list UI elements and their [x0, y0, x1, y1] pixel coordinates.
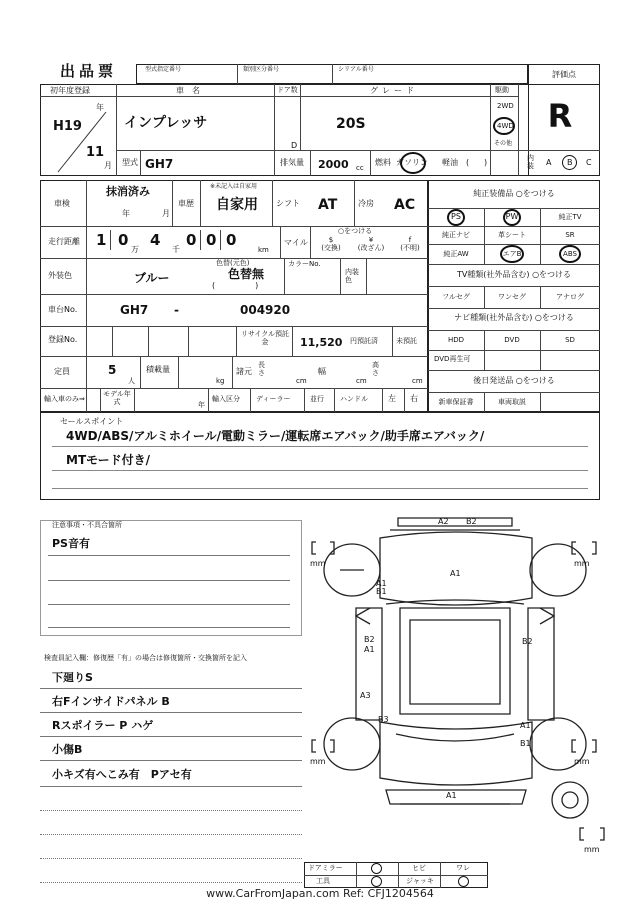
model-label: 型式 [122, 158, 138, 167]
first-reg-year: H19 [53, 119, 82, 134]
damage-mark: A1 [450, 569, 461, 578]
legend-check-icon [371, 876, 382, 887]
inspector-title: 検査員記入欄：修復歴「有」の場合は修復箇所・交換箇所を記入 [44, 654, 247, 662]
capacity-value: 5 [108, 363, 117, 377]
shift-label: シフト [276, 199, 300, 208]
grade-label: グレード [370, 86, 418, 95]
legend-check-icon [458, 876, 469, 887]
recycle-unpaid: 未預託 [396, 337, 417, 345]
damage-mark: A1 [446, 791, 457, 800]
damage-mark: B2 [364, 635, 375, 644]
notes-title: 注意事項・不具合箇所 [52, 521, 122, 529]
interior-color-label: 内装色 [345, 268, 359, 285]
later-title: 後日発送品 ○をつける [473, 376, 555, 385]
shift-value: AT [318, 197, 338, 213]
genuine-leather: 革シート [498, 231, 526, 239]
damage-mark: B2 [466, 517, 477, 526]
genuine-tv: 純正TV [558, 213, 582, 221]
mm-label: mm [310, 757, 326, 766]
mileage-opt-unknown: f (不明) [400, 236, 420, 252]
legend-check-icon [371, 863, 382, 874]
recycle-label: リサイクル預託金 [240, 330, 290, 346]
damage-mark: B1 [376, 587, 387, 596]
grade-value: 20S [336, 116, 366, 132]
model-value: GH7 [145, 157, 174, 171]
car-name: インプレッサ [124, 115, 208, 131]
mileage-digit: 0 [186, 231, 197, 249]
mm-label: mm [310, 559, 326, 568]
color-no-label: カラーNo. [288, 260, 321, 268]
ac-value: AC [394, 197, 416, 213]
import-type-label: 輸入区分 [212, 395, 240, 403]
fuel-gasoline: ガソリン [396, 158, 428, 167]
category-number-label: 類別区分番号 [243, 66, 280, 73]
import-label: 輸入車のみ⇒ [44, 395, 85, 403]
fuel-label: 燃料 [375, 158, 391, 167]
ac-label: 冷房 [358, 199, 374, 208]
chassis-number: 004920 [240, 303, 291, 317]
inspector-line: 下廻りS [52, 671, 93, 684]
color-change-value: 色替無 [228, 267, 265, 281]
recycle-paid: 円預託済 [350, 337, 378, 345]
genuine-ps-circle [447, 209, 465, 226]
mileage-digit: 0 [226, 231, 237, 249]
sales-points-line1: 4WD/ABS/アルミホイール/電動ミラー/運転席エアバック/助手席エアバック/ [66, 429, 485, 443]
exterior-color-label: 外装色 [48, 271, 72, 280]
damage-mark: A1 [520, 721, 531, 730]
inspector-line: 小傷B [52, 743, 83, 756]
mile-label: マイル [284, 238, 308, 247]
drive-4wd: 4WD [497, 122, 514, 130]
rating-label: 評価点 [552, 70, 576, 79]
interior-grade-b: B [567, 158, 573, 167]
genuine-title: 純正装備品 ○をつける [473, 189, 555, 198]
reg-no-label: 登録No. [48, 335, 78, 344]
mm-label: mm [584, 845, 600, 854]
handle-label: ハンドル [340, 395, 368, 403]
mileage-digit: 4 [150, 231, 161, 249]
interior-grade-circle [562, 155, 577, 170]
drive-label: 駆動 [495, 86, 509, 94]
damage-mark: A2 [438, 517, 449, 526]
sales-points-line2: MTモード付き/ [66, 453, 151, 467]
genuine-sr: SR [565, 231, 575, 239]
first-reg-label: 初年度登録 [50, 86, 90, 95]
genuine-aw: 純正AW [443, 250, 469, 258]
rating-value: R [547, 97, 573, 135]
import-parallel: 並行 [310, 395, 324, 403]
drive-4wd-circle [493, 117, 515, 135]
type-designation-label: 型式指定番号 [145, 66, 182, 73]
dims-label: 諸元 [236, 367, 252, 376]
damage-mark: B2 [522, 637, 533, 646]
navi-title: ナビ種類(社外品含む) ○をつける [454, 313, 574, 322]
chassis-prefix: GH7 [120, 303, 149, 317]
inspector-line: 小キズ有へこみ有 Pアセ有 [52, 768, 192, 781]
mileage-digit: 0 [206, 231, 217, 249]
dvd-playback-label: DVD再生可 [434, 355, 471, 363]
load-label: 積載量 [146, 365, 170, 374]
genuine-pw: PW [505, 212, 519, 221]
damage-mark: A3 [360, 691, 371, 700]
mm-label: mm [574, 757, 590, 766]
recycle-value: 11,520 [300, 336, 343, 349]
genuine-abs: ABS [563, 250, 577, 258]
damage-mark: A1 [376, 579, 387, 588]
mileage-opt-tampered: ¥ (改ざん) [357, 236, 385, 252]
shaken-label: 車検 [54, 199, 70, 208]
form-title: 出品票 [60, 62, 118, 80]
damage-mark: A1 [364, 645, 375, 654]
import-dealer: ディーラー [256, 395, 291, 403]
chassis-label: 車台No. [48, 305, 78, 314]
mm-label: mm [574, 559, 590, 568]
history-value: 自家用 [216, 197, 258, 213]
history-label: 車歴 [178, 199, 194, 208]
handle-right: 右 [410, 394, 418, 403]
capacity-label: 定員 [54, 367, 70, 376]
handle-left: 左 [388, 394, 396, 403]
genuine-ps: PS [451, 212, 461, 221]
car-damage-diagram [300, 508, 612, 858]
watermark: www.CarFromJapan.com Ref: CFJ1204564 [206, 887, 434, 900]
interior-label: 内装 [527, 154, 534, 170]
mileage-label: 走行距離 [48, 237, 80, 246]
genuine-pw-circle [503, 209, 521, 226]
displacement-value: 2000 [318, 158, 349, 171]
mileage-opt-exchange: $ (交換) [321, 236, 341, 252]
serial-number-label: シリアル番号 [338, 66, 374, 73]
model-year-label: モデル年式 [103, 390, 131, 406]
genuine-airbag: エアB [502, 250, 522, 258]
sales-points-label: セールスポイント [60, 417, 124, 426]
fuel-diesel: 軽油 [442, 158, 458, 167]
shaken-value: 抹消済み [106, 185, 150, 198]
exterior-color-value: ブルー [134, 271, 170, 285]
legend-door-mirror: ドアミラー [308, 864, 343, 872]
damage-mark: B3 [378, 715, 389, 724]
fuel-gasoline-circle [400, 152, 426, 174]
damage-mark: B1 [520, 739, 531, 748]
genuine-abs-circle [559, 245, 581, 263]
door-count-label: ドア数 [277, 86, 298, 94]
mileage-digit: 0 [118, 231, 129, 249]
car-name-label: 車名 [176, 86, 208, 95]
displacement-label: 排気量 [280, 158, 304, 167]
inspector-line: 右Fインサイドパネル B [52, 695, 170, 708]
first-reg-month: 11 [86, 145, 105, 160]
notes-line1: PS音有 [52, 537, 90, 550]
inspection-grid [40, 180, 428, 412]
tv-title: TV種類(社外品含む) ○をつける [456, 270, 572, 279]
mileage-digit: 1 [96, 231, 107, 249]
genuine-airbag-circle [500, 245, 524, 263]
genuine-navi: 純正ナビ [442, 231, 470, 239]
inspector-line: Rスポイラー P ハゲ [52, 719, 154, 732]
